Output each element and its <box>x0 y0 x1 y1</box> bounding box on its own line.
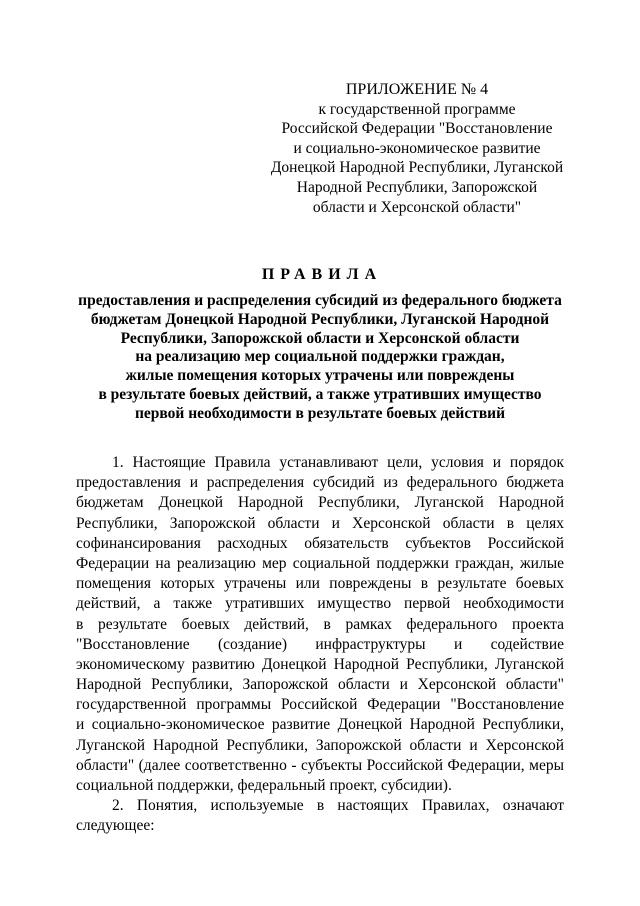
subtitle-line: первой необходимости в результате боевых действий <box>134 404 506 422</box>
document-subtitle <box>60 292 580 424</box>
paragraph-1-line: действий, а также утративших имущество первой необходимости <box>76 595 564 613</box>
appendix-line: и социально-экономическое развитие <box>293 139 541 157</box>
paragraph-1-line: помещения которых утрачены или повреждены в результате боевых <box>76 575 564 593</box>
paragraph-1-line: в результате боевых действий, в рамках федерального проекта <box>76 615 564 633</box>
document-body <box>76 453 564 837</box>
subtitle-line: предоставления и распределения субсидий из федерального бюджета <box>78 292 562 309</box>
subtitle-line: Республики, Запорожской области и Херсонской области <box>120 329 520 347</box>
subtitle-line: жилые помещения которых утрачены или повреждены <box>125 367 515 385</box>
appendix-line: области и Херсонской области" <box>312 198 522 216</box>
paragraph-1-line: "Восстановление (создание) инфраструктуры и содействие <box>76 635 564 653</box>
paragraph-1-line: Республики, Запорожской области и Херсонской области в целях <box>76 514 564 532</box>
subtitle-line: на реализацию мер социальной поддержки граждан, <box>135 348 505 366</box>
appendix-line: Российской Федерации "Восстановление <box>281 120 553 138</box>
paragraph-1-line: государственной программы Российской Федерации "Восстановление <box>76 696 564 714</box>
subtitle-line: бюджетам Донецкой Народной Республики, Луганской Народной <box>90 310 550 328</box>
paragraph-1-line: Народной Республики, Запорожской области и Херсонской области" <box>76 676 564 694</box>
paragraph-1-line: экономическому развитию Донецкой Народной Республики, Луганской <box>76 655 564 673</box>
subtitle-line: в результате боевых действий, а также утративших имущество <box>98 385 542 403</box>
paragraph-1-line: Луганской Народной Республики, Запорожской области и Херсонской <box>76 736 564 754</box>
paragraph-1-line: софинансирования расходных обязательств субъектов Российской <box>76 534 564 552</box>
paragraph-1-line: Федерации на реализацию мер социальной поддержки граждан, жилые <box>76 554 564 572</box>
paragraph-1-line: области" (далее соответственно - субъекты Российской Федерации, меры <box>76 756 564 774</box>
document-title: ПРАВИЛА <box>261 266 383 283</box>
paragraph-1-line: предоставления и распределения субсидий из федерального бюджета <box>76 474 564 492</box>
paragraph-1-line: бюджетам Донецкой Народной Республики, Луганской Народной <box>76 494 564 512</box>
paragraph-1-line: и социально-экономическое развитие Донецкой Народной Республики, <box>76 716 564 734</box>
paragraph-1-line: социальной поддержки, федеральный проект, субсидии). <box>76 777 452 794</box>
appendix-line: Народной Республики, Запорожской <box>296 178 538 196</box>
paragraph-2-line: следующее: <box>76 817 155 835</box>
appendix-block <box>262 80 572 217</box>
paragraph-1-line: 1. Настоящие Правила устанавливают цели, условия и порядок <box>112 454 564 471</box>
appendix-line: к государственной программе <box>318 100 516 118</box>
paragraph-2-line: 2. Понятия, используемые в настоящих Правилах, означают <box>112 797 564 815</box>
appendix-line: Донецкой Народной Республики, Луганской <box>270 159 564 177</box>
appendix-header: ПРИЛОЖЕНИЕ № 4 <box>345 81 489 98</box>
